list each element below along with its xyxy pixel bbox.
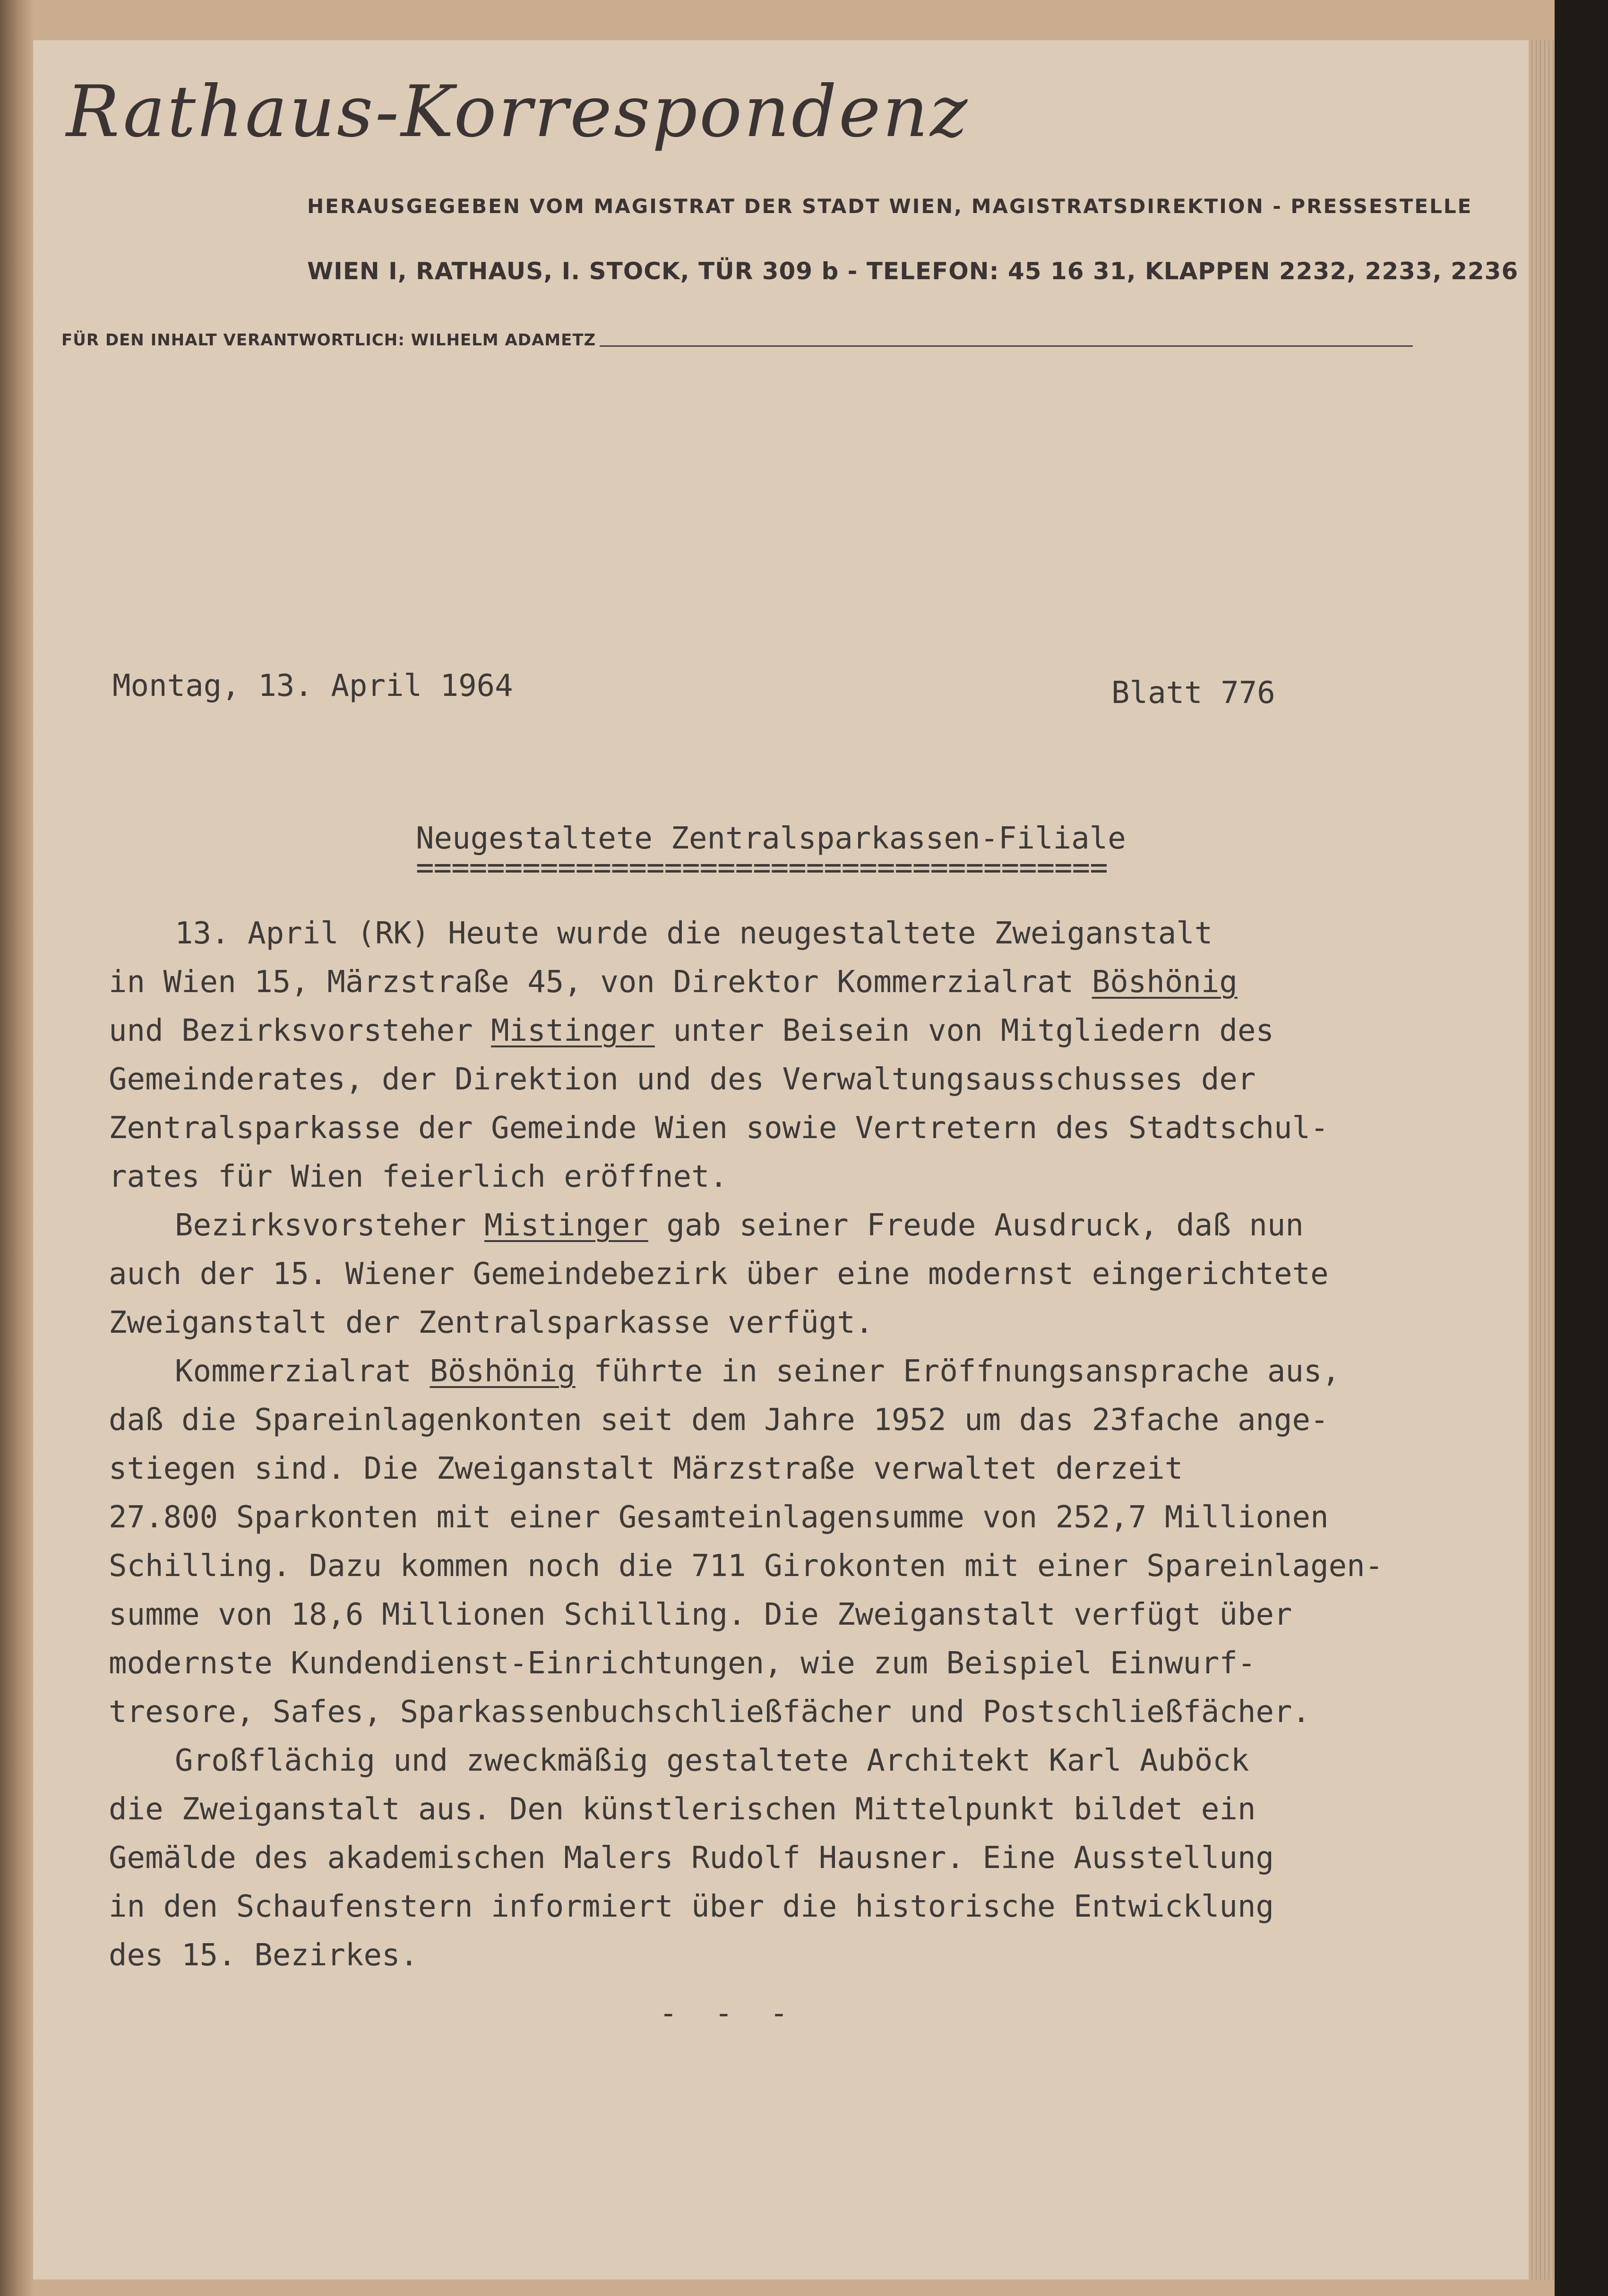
body-line: Zweiganstalt der Zentralsparkasse verfügt.: [109, 1305, 874, 1340]
body-line: Schilling. Dazu kommen noch die 711 Girokonten mit einer Spareinlagen-: [109, 1549, 1384, 1584]
body-line: Großflächig und zweckmäßig gestaltete Architekt Karl Auböck: [175, 1743, 1249, 1778]
body-line: die Zweiganstalt aus. Den künstlerischen Mittelpunkt bildet ein: [109, 1792, 1256, 1827]
responsible-rule: [600, 345, 1413, 347]
headline-double-rule: =======================================: [416, 850, 1108, 885]
binding-edge: [0, 0, 33, 2296]
body-line: 27.800 Sparkonten mit einer Gesamteinlagensumme von 252,7 Millionen: [109, 1500, 1329, 1535]
body-line: [109, 1007, 1526, 1055]
body-line: auch der 15. Wiener Gemeindebezirk über eine modernst eingerichtete: [109, 1257, 1329, 1292]
body-text: gab seiner Freude Ausdruck, daß nun: [648, 1208, 1304, 1243]
body-line: daß die Spareinlagenkonten seit dem Jahre 1952 um das 23fache ange-: [109, 1403, 1329, 1438]
body-line: summe von 18,6 Millionen Schilling. Die Zweiganstalt verfügt über: [109, 1597, 1292, 1632]
underlined-name: Mistinger: [491, 1013, 655, 1048]
end-mark: - - -: [659, 1996, 798, 2031]
masthead-publisher: HERAUSGEGEBEN VOM MAGISTRAT DER STADT WIEN, MAGISTRATSDIREKTION - PRESSESTELLE: [307, 195, 1473, 218]
body-text: und Bezirksvorsteher: [109, 1013, 491, 1048]
body-text: in Wien 15, Märzstraße 45, von Direktor Kommerzialrat: [109, 965, 1092, 1000]
underlined-name: Mistinger: [484, 1208, 648, 1243]
underlined-name: Böshönig: [430, 1354, 576, 1389]
body-line: [109, 1201, 1526, 1250]
body-line: in den Schaufenstern informiert über die historische Entwicklung: [109, 1889, 1274, 1924]
body-line: [109, 1347, 1526, 1396]
body-line: modernste Kundendienst-Einrichtungen, wie zum Beispiel Einwurf-: [109, 1646, 1256, 1681]
scan-border: [1555, 0, 1608, 2296]
masthead-title: Rathaus-Korrespondenz: [66, 71, 970, 153]
page-stack-edge: [1529, 40, 1555, 2279]
body-text: unter Beisein von Mitgliedern des: [654, 1013, 1274, 1048]
body-line: stiegen sind. Die Zweiganstalt Märzstraße verwaltet derzeit: [109, 1451, 1183, 1486]
body-line: [109, 958, 1526, 1007]
body-line: Zentralsparkasse der Gemeinde Wien sowie Vertretern des Stadtschul-: [109, 1111, 1329, 1146]
body-line: Gemeinderates, der Direktion und des Verwaltungsausschusses der: [109, 1062, 1256, 1097]
body-line: Gemälde des akademischen Malers Rudolf Hausner. Eine Ausstellung: [109, 1841, 1274, 1876]
responsible-text: FÜR DEN INHALT VERANTWORTLICH: WILHELM ADAMETZ: [61, 331, 596, 350]
body-text: Kommerzialrat: [175, 1354, 430, 1389]
sheet-number: Blatt 776: [1111, 676, 1275, 711]
masthead-address: WIEN I, RATHAUS, I. STOCK, TÜR 309 b - TELEFON: 45 16 31, KLAPPEN 2232, 2233, 2236: [307, 257, 1519, 285]
body-line: rates für Wien feierlich eröffnet.: [109, 1159, 728, 1194]
body-text: Bezirksvorsteher: [175, 1208, 485, 1243]
body-line: tresore, Safes, Sparkassenbuchschließfächer und Postschließfächer.: [109, 1695, 1311, 1730]
body-line: des 15. Bezirkes.: [109, 1938, 419, 1973]
masthead-responsible: [61, 331, 1413, 350]
underlined-name: Böshönig: [1092, 965, 1238, 1000]
article-headline: Neugestaltete Zentralsparkassen-Filiale: [416, 821, 1126, 856]
body-text: führte in seiner Eröffnungsansprache aus,: [575, 1354, 1340, 1389]
date-line: Montag, 13. April 1964: [112, 668, 513, 703]
body-line: 13. April (RK) Heute wurde die neugestaltete Zweiganstalt: [175, 916, 1213, 951]
article-body: [109, 909, 1526, 1980]
